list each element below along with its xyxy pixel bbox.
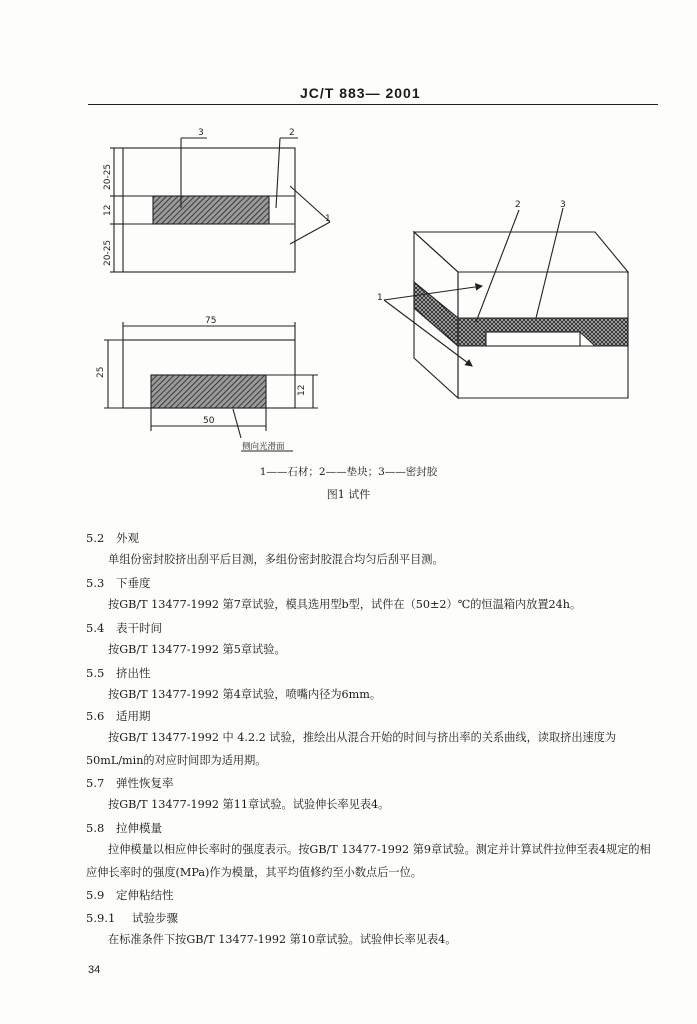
section-view (104, 322, 318, 451)
page-number: 34 (88, 964, 101, 976)
section-title: 拉伸模量 (116, 821, 162, 835)
figure-title: 图1 试件 (326, 488, 371, 501)
dim-20-25-top: 20-25 (103, 163, 113, 190)
dim-20-25-bottom: 20-25 (103, 239, 113, 266)
dim-12-left: 12 (103, 204, 113, 216)
isometric-view (384, 208, 628, 398)
callout-3-3d: 3 (560, 200, 566, 210)
section-title: 外观 (116, 531, 139, 545)
section-number: 5.3 (86, 576, 105, 590)
callout-2-3d: 2 (515, 200, 521, 210)
section-number: 5.6 (86, 709, 105, 723)
sealant-3d-left (414, 282, 458, 346)
section-body: 按GB/T 13477-1992 第5章试验。 (108, 643, 286, 656)
sealant-section (151, 375, 266, 408)
section-heading (86, 530, 139, 546)
section-heading (86, 620, 162, 636)
section-body: 拉伸模量以相应伸长率时的强度表示。按GB/T 13477-1992 第9章试验。测定并计算试件拉伸至表4规定的相应伸长率时的强度(MPa)作为模量，其平均值修约至小数点后一位。 (86, 843, 651, 879)
section-heading (86, 665, 151, 681)
section-number: 5.2 (86, 531, 105, 545)
section-title: 弹性恢复率 (116, 776, 174, 790)
section-note: 侧向光滑面 (242, 442, 285, 452)
section-body: 按GB/T 13477-1992 第7章试验，模具选用型b型，试件在（50±2）℃的恒温箱内放置24h。 (108, 598, 582, 611)
sealant-plan (153, 196, 269, 224)
spacer-block (486, 332, 580, 346)
section-number: 5.8 (86, 821, 105, 835)
section-title: 试验步骤 (132, 911, 178, 925)
dim-75: 75 (205, 316, 217, 326)
section-body: 单组份密封胶挤出刮平后目测，多组份密封胶混合均匀后刮平目测。 (108, 553, 444, 566)
dim-12-right: 12 (297, 384, 307, 396)
section-body: 按GB/T 13477-1992 中 4.2.2 试验，推绘出从混合开始的时间与挤出率的关系曲线，读取挤出速度为50mL/min的对应时间即为适用期。 (86, 731, 617, 767)
section-number: 5.5 (86, 666, 105, 680)
dim-25: 25 (96, 366, 106, 378)
dim-50: 50 (203, 416, 215, 426)
section-title: 表干时间 (116, 621, 162, 635)
figure-legend: 1——石材；2——垫块；3——密封胶 (259, 466, 438, 478)
running-header: JC/T 883— 2001 (300, 85, 421, 101)
section-number: 5.4 (86, 621, 105, 635)
plan-view (110, 138, 330, 272)
section-heading (86, 708, 151, 724)
section-heading (86, 887, 174, 903)
section-number: 5.9.1 (86, 911, 116, 925)
section-heading (86, 775, 174, 791)
section-heading (86, 575, 151, 591)
section-body: 按GB/T 13477-1992 第11章试验。试验伸长率见表4。 (108, 798, 390, 811)
callout-2-plan: 2 (289, 128, 295, 138)
section-title: 下垂度 (116, 576, 151, 590)
section-number: 5.7 (86, 776, 105, 790)
section-body: 按GB/T 13477-1992 第4章试验，喷嘴内径为6mm。 (108, 688, 382, 701)
section-title: 定伸粘结性 (116, 888, 174, 902)
section-number: 5.9 (86, 888, 105, 902)
callout-1-plan: 1 (325, 214, 331, 224)
section-title: 挤出性 (116, 666, 151, 680)
section-title: 适用期 (116, 709, 151, 723)
section-body: 在标准条件下按GB/T 13477-1992 第10章试验。试验伸长率见表4。 (108, 933, 457, 946)
section-heading (86, 820, 162, 836)
callout-1-3d: 1 (377, 293, 383, 303)
section-heading (86, 910, 178, 926)
callout-3-plan: 3 (198, 128, 204, 138)
